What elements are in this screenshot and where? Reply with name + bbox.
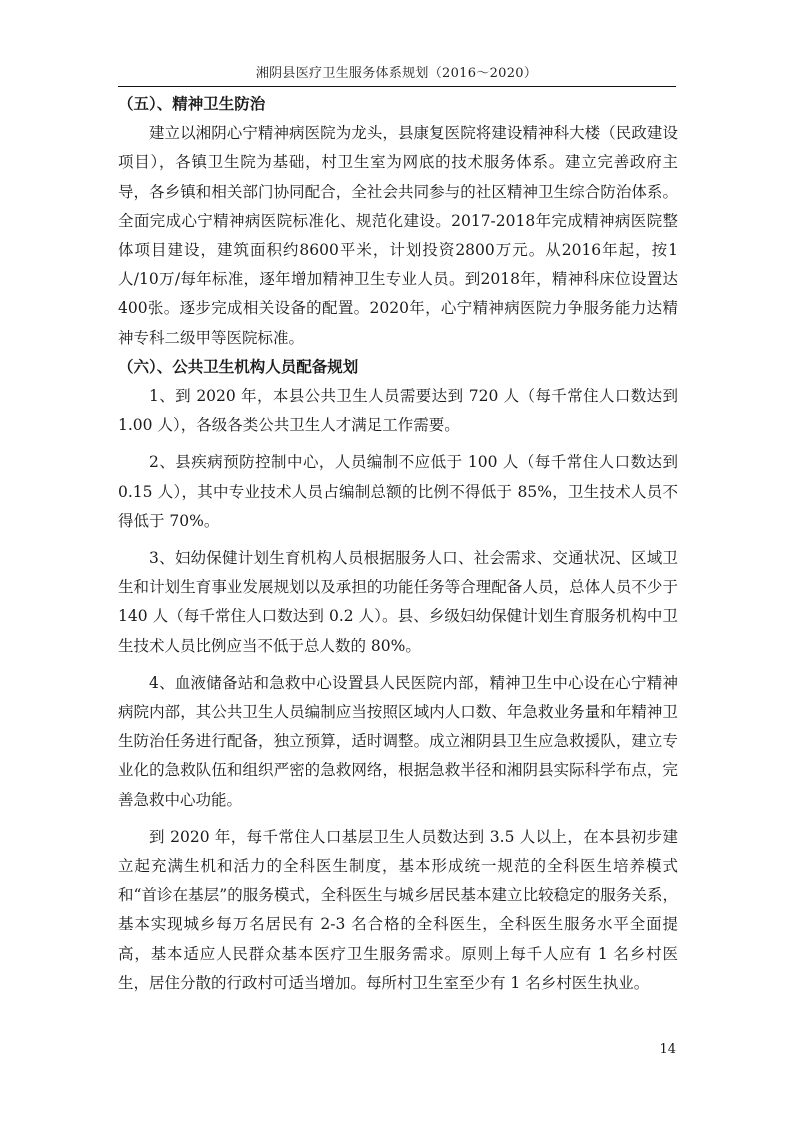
page-body bbox=[118, 90, 678, 998]
section-heading-6: （六）、公共卫生机构人员配备规划 bbox=[118, 357, 359, 376]
section-6-paragraph-3: 3、妇幼保健计划生育机构人员根据服务人口、社会需求、交通状况、区域卫生和计划生育事业发展规划以及承担的功能任务等合理配备人员，总体人员不少于 140 人（每千常住人口数达到 0.2 人）。县、乡级妇幼保健计划生育服务机构中卫生技术人员比例应当不低于总人数的 80%。 bbox=[118, 549, 678, 655]
section-5-paragraph: 建立以湘阴心宁精神病医院为龙头，县康复医院将建设精神科大楼（民政建设项目），各镇卫生院为基础，村卫生室为网底的技术服务体系。建立完善政府主导，各乡镇和相关部门协同配合，全社会共同参与的社区精神卫生综合防治体系。全面完成心宁精神病医院标准化、规范化建设。2017-2018年完成精神病医院整体项目建设，建筑面积约8600平米，计划投资2800万元。从2016年起，按1人/10万/每年标准，逐年增加精神卫生专业人员。到2018年，精神科床位设置达400张。逐步完成相关设备的配置。2020年，心宁精神病医院力争服务能力达精神专科二级甲等医院标准。 bbox=[118, 124, 678, 347]
header-rule bbox=[118, 86, 676, 87]
page-number: 14 bbox=[659, 1042, 676, 1057]
section-6-paragraph-2: 2、县疾病预防控制中心，人员编制不应低于 100 人（每千常住人口数达到 0.15 人），其中专业技术人员占编制总额的比例不得低于 85%，卫生技术人员不得低于 70%。 bbox=[118, 453, 678, 530]
section-heading-5: （五）、精神卫生防治 bbox=[118, 95, 266, 113]
section-6-paragraph-4: 4、血液储备站和急救中心设置县人民医院内部，精神卫生中心设在心宁精神病院内部，其公共卫生人员编制应当按照区域内人口数、年急救业务量和年精神卫生防治任务进行配备，独立预算，适时调整。成立湘阴县卫生应急救援队，建立专业化的急救队伍和组织严密的急救网络，根据急救半径和湘阴县实际科学布点，完善急救中心功能。 bbox=[118, 673, 678, 809]
section-6-paragraph-1: 1、到 2020 年，本县公共卫生人员需要达到 720 人（每千常住人口数达到 1.00 人），各级各类公共卫生人才满足工作需要。 bbox=[118, 387, 678, 435]
section-6-paragraph-5: 到 2020 年，每千常住人口基层卫生人员数达到 3.5 人以上，在本县初步建立起充满生机和活力的全科医生制度，基本形成统一规范的全科医生培养模式和“首诊在基层”的服务模式，全科医生与城乡居民基本建立比较稳定的服务关系，基本实现城乡每万名居民有 2-3 名合格的全科医生，全科医生服务水平全面提高，基本适应人民群众基本医疗卫生服务需求。原则上每千人应有 1 名乡村医生，居住分散的行政村可适当增加。每所村卫生室至少有 1 名乡村医生执业。 bbox=[118, 827, 678, 992]
running-header: 湘阴县医疗卫生服务体系规划（2016～2020） bbox=[255, 66, 538, 81]
